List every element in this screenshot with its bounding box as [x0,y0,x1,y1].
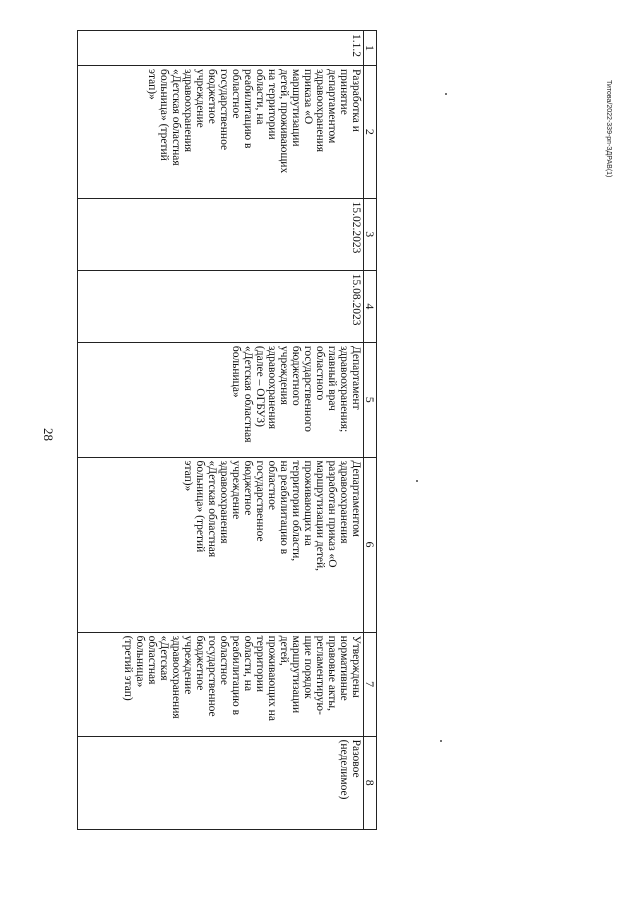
rotated-table-container [77,30,377,830]
table-row [78,31,364,830]
end-date: 15.08.2023 [78,270,364,342]
page-number: 28 [41,428,56,441]
row-number: 1.1.2 [78,31,364,66]
document-stamp: Титова/2022-339-рп-ЗДРАВ(1) [605,80,612,178]
start-date: 15.02.2023 [78,198,364,270]
header-cell-8: 8 [364,736,377,829]
responsible-executor: Департамент здравоохранения; главный врач областного государственного бюджетного учреждения здравоохранения (далее – ОГБУЗ) «Детская областная больница» [78,342,364,457]
header-cell-3: 3 [364,198,377,270]
header-cell-4: 4 [364,270,377,342]
header-row [364,31,377,830]
control-document: Утверждены нормативные правовые акты, регламентирую- щие порядок маршрутизации детей, проживающих на территории области, на реабилитацию в областное государственное бюджетное учреждение здравоохранения «Детская областная больница» (третий этап) [78,632,364,736]
header-cell-2: 2 [364,66,377,199]
measures-table [77,30,377,830]
scan-speck [440,740,442,742]
periodicity: Разовое (неделимое) [78,736,364,829]
header-cell-5: 5 [364,342,377,457]
expected-result: Департаментом здравоохранения разработан приказ «О маршрутизации детей, проживающих на территории области, на реабилитацию в областное государственное бюджетное учреждение здравоохранения «Детская областная больница» (третий этап)» [78,457,364,632]
scan-speck [416,480,418,482]
header-cell-7: 7 [364,632,377,736]
scan-speck [445,93,447,95]
header-cell-6: 6 [364,457,377,632]
header-cell-1: 1 [364,31,377,66]
measure-name: Разработка и принятие департаментом здравоохранения приказа «О маршрутизации детей, проживающих на территории области, на реабилитацию в областное государственное бюджетное учреждение здравоохранения «Детская областная больница» (третий этап)» [78,66,364,199]
